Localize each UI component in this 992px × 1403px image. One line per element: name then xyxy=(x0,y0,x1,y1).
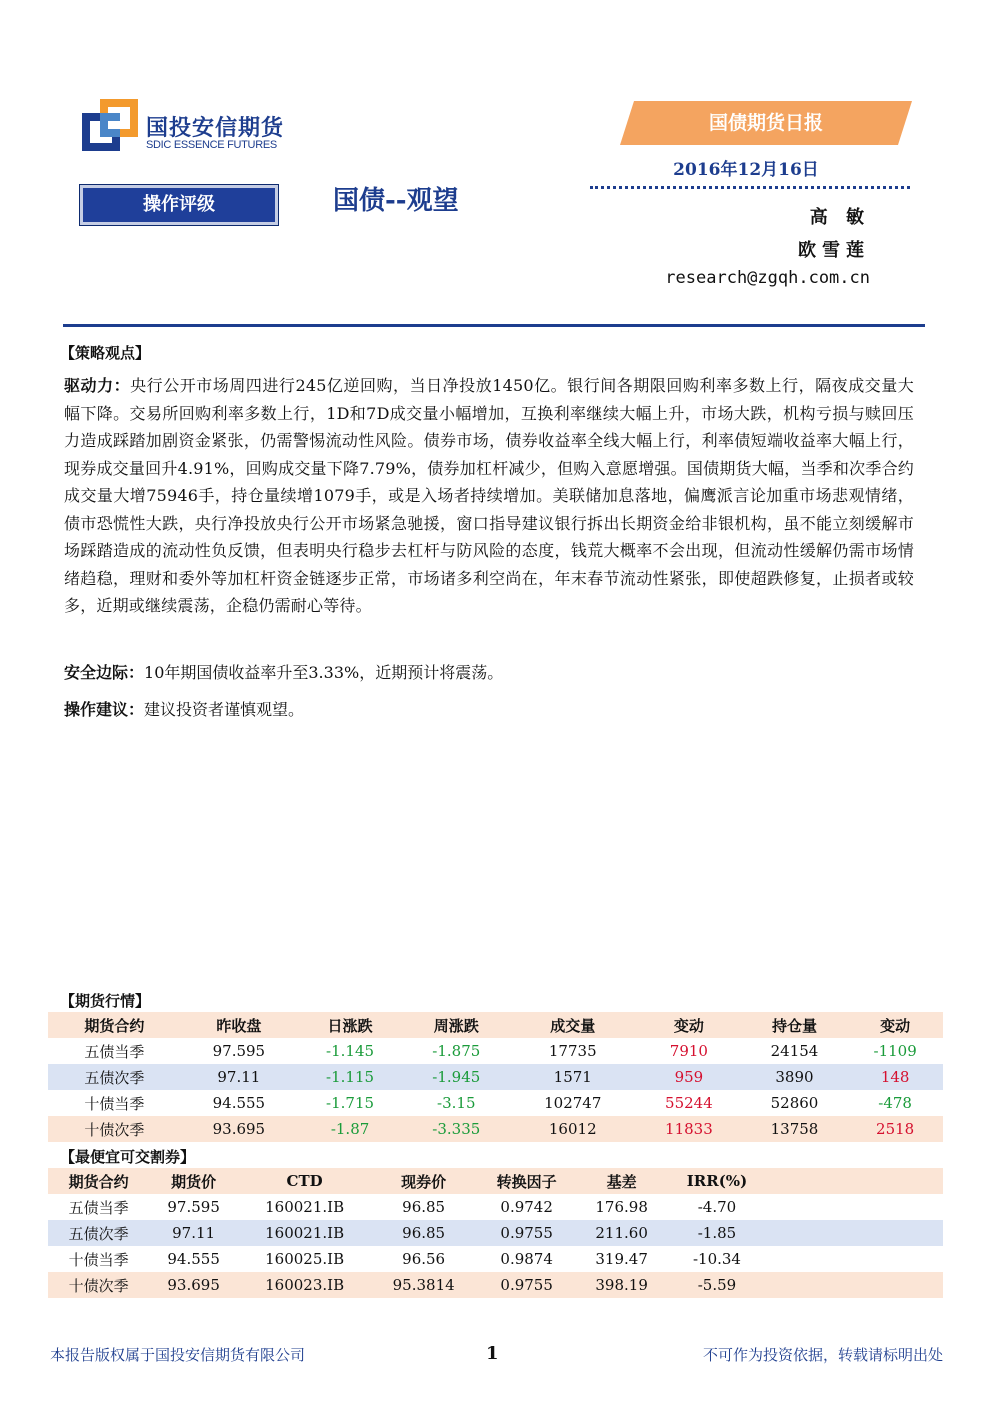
table-cell: 96.56 xyxy=(402,1250,446,1268)
table-header-row xyxy=(48,1168,943,1194)
table-cell: 2518 xyxy=(876,1120,915,1138)
table-cell: 13758 xyxy=(770,1120,819,1138)
table-cell: 7910 xyxy=(669,1042,708,1060)
table-header-row xyxy=(48,1012,943,1038)
ctd-table xyxy=(48,1168,943,1298)
table-cell: 959 xyxy=(674,1068,704,1086)
table-cell: 0.9742 xyxy=(500,1198,553,1216)
strategy-body xyxy=(64,372,914,620)
table-cell: 52860 xyxy=(770,1094,819,1112)
column-header: IRR(%) xyxy=(686,1172,748,1190)
author-name: 高 敏 xyxy=(809,207,870,228)
report-name: 国债期货日报 xyxy=(708,112,823,134)
table-cell: 十债当季 xyxy=(68,1250,129,1269)
rating-title: 国债--观望 xyxy=(333,186,459,216)
table-cell: 160021.IB xyxy=(265,1198,345,1216)
table-cell: 0.9874 xyxy=(500,1250,553,1268)
futures-heading: 【期货行情】 xyxy=(60,992,151,1010)
column-header: 期货合约 xyxy=(68,1172,129,1191)
table-cell: 17735 xyxy=(548,1042,597,1060)
table-cell: 160025.IB xyxy=(265,1250,345,1268)
advice-line xyxy=(64,697,304,720)
company-logo-icon xyxy=(82,99,138,151)
column-header: 现券价 xyxy=(401,1172,447,1191)
table-cell: 24154 xyxy=(770,1042,819,1060)
table-cell: -1.85 xyxy=(697,1224,737,1242)
table-cell: -4.70 xyxy=(697,1198,737,1216)
table-row xyxy=(48,1272,943,1298)
contact-email[interactable]: research@zgqh.com.cn xyxy=(665,268,870,288)
advice-label: 操作建议： xyxy=(64,700,145,719)
table-cell: 160021.IB xyxy=(265,1224,345,1242)
table-cell: 95.3814 xyxy=(392,1276,455,1294)
column-header: 昨收盘 xyxy=(216,1016,262,1035)
driver-text: 央行公开市场周四进行245亿逆回购，当日净投放1450亿。银行间各期限回购利率多数上行，隔夜成交量大幅下降。交易所回购利率多数上行，1D和7D成交量小幅增加，互换利率继续大幅上升，市场大跌，机构亏损与赎回压力造成踩踏加剧资金紧张，仍需警惕流动性风险。债券市场，债券收益率全线大幅上行，利率债短端收益率大幅上行，现券成交量回升4.91%，回购成交量下降7.79%，债券加杠杆减少，但购入意愿增强。国债期货大幅，当季和次季合约成交量大增75946手，持仓量续增1079手，或是入场者持续增加。美联储加息落地，偏鹰派言论加重市场悲观情绪，债市恐慌性大跌，央行净投放央行公开市场紧急驰援，窗口指导建议银行拆出长期资金给非银机构，虽不能立刻缓解市场踩踏造成的流动性负反馈，但表明央行稳步去杠杆与防风险的态度，钱荒大概率不会出现，但流动性缓解仍需市场情绪趋稳，理财和委外等加杠杆资金链逐步正常，市场诸多利空尚在，年末春节流动性紧张，即使超跌修复，止损者或较多，近期或继续震荡，企稳仍需耐心等待。 xyxy=(64,376,914,615)
table-row xyxy=(48,1220,943,1246)
column-header: 变动 xyxy=(880,1016,911,1035)
table-row xyxy=(48,1116,943,1142)
table-cell: -3.15 xyxy=(437,1094,476,1112)
footer-copyright: 本报告版权属于国投安信期货有限公司 xyxy=(50,1346,306,1364)
table-cell: 十债当季 xyxy=(84,1094,145,1113)
safety-label: 安全边际： xyxy=(64,663,145,682)
column-header: 期货价 xyxy=(171,1172,217,1191)
table-cell: 11833 xyxy=(665,1120,713,1138)
safety-text: 10年期国债收益率升至3.33%，近期预计将震荡。 xyxy=(144,663,504,682)
safety-line xyxy=(64,660,503,683)
column-header: 持仓量 xyxy=(771,1016,817,1035)
table-cell: -1.715 xyxy=(326,1094,375,1112)
dotted-divider xyxy=(590,186,910,189)
table-cell: 十债次季 xyxy=(84,1120,145,1139)
column-header: 成交量 xyxy=(550,1016,596,1035)
driver-label: 驱动力： xyxy=(64,376,131,395)
table-cell: 3890 xyxy=(775,1068,814,1086)
table-cell: 五债当季 xyxy=(68,1198,129,1217)
column-header: 变动 xyxy=(673,1016,704,1035)
column-header: 基差 xyxy=(606,1172,637,1191)
table-cell: 五债次季 xyxy=(68,1224,129,1243)
report-date: 2016年12月16日 xyxy=(673,160,819,180)
table-row xyxy=(48,1194,943,1220)
table-cell: 211.60 xyxy=(595,1224,648,1242)
column-header: 期货合约 xyxy=(84,1016,145,1035)
table-cell: -1.945 xyxy=(432,1068,481,1086)
footer-disclaimer: 不可作为投资依据，转载请标明出处 xyxy=(702,1346,943,1364)
table-cell: -1.875 xyxy=(432,1042,481,1060)
table-cell: 93.695 xyxy=(212,1120,266,1138)
table-cell: -478 xyxy=(878,1094,912,1112)
table-cell: -5.59 xyxy=(697,1276,737,1294)
table-cell: -3.335 xyxy=(432,1120,481,1138)
table-row xyxy=(48,1038,943,1064)
table-cell: 102747 xyxy=(544,1094,602,1112)
table-cell: 176.98 xyxy=(595,1198,648,1216)
column-header: 日涨跌 xyxy=(327,1016,373,1035)
table-cell: 148 xyxy=(880,1068,910,1086)
logo-en-text: SDIC ESSENCE FUTURES xyxy=(146,139,277,151)
table-row xyxy=(48,1090,943,1116)
table-cell: 97.595 xyxy=(212,1042,266,1060)
rating-label: 操作评级 xyxy=(79,184,279,226)
table-cell: 0.9755 xyxy=(500,1224,553,1242)
table-cell: 94.555 xyxy=(212,1094,266,1112)
table-cell: 五债当季 xyxy=(84,1042,145,1061)
futures-table xyxy=(48,1012,943,1142)
table-cell: 319.47 xyxy=(595,1250,648,1268)
column-header: 周涨跌 xyxy=(433,1016,479,1035)
table-cell: 十债次季 xyxy=(68,1276,129,1295)
table-cell: 97.595 xyxy=(167,1198,220,1216)
column-header: 转换因子 xyxy=(496,1172,557,1191)
table-cell: 96.85 xyxy=(402,1198,446,1216)
strategy-heading: 【策略观点】 xyxy=(60,344,151,362)
table-cell: 97.11 xyxy=(217,1068,261,1086)
table-cell: -1.115 xyxy=(326,1068,375,1086)
advice-text: 建议投资者谨慎观望。 xyxy=(144,700,305,719)
table-cell: 93.695 xyxy=(167,1276,220,1294)
column-header: CTD xyxy=(286,1172,323,1190)
ctd-heading: 【最便宜可交割券】 xyxy=(60,1148,196,1166)
table-cell: -1.145 xyxy=(326,1042,375,1060)
table-cell: 160023.IB xyxy=(265,1276,345,1294)
table-cell: 55244 xyxy=(665,1094,713,1112)
table-cell: 398.19 xyxy=(595,1276,648,1294)
table-cell: 五债次季 xyxy=(84,1068,145,1087)
table-cell: 96.85 xyxy=(402,1224,446,1242)
author-name: 欧雪莲 xyxy=(798,240,870,261)
table-cell: 94.555 xyxy=(167,1250,220,1268)
table-cell: -1.87 xyxy=(330,1120,370,1138)
table-cell: -10.34 xyxy=(692,1250,741,1268)
driver-paragraph xyxy=(64,372,914,620)
logo-cn-text: 国投安信期货 xyxy=(146,116,285,141)
table-cell: 0.9755 xyxy=(500,1276,553,1294)
table-row xyxy=(48,1246,943,1272)
table-cell: -1109 xyxy=(873,1042,917,1060)
table-cell: 1571 xyxy=(553,1068,592,1086)
header-rule xyxy=(63,324,925,327)
table-cell: 97.11 xyxy=(172,1224,216,1242)
table-cell: 16012 xyxy=(548,1120,597,1138)
page-number: 1 xyxy=(486,1343,499,1364)
table-row xyxy=(48,1064,943,1090)
